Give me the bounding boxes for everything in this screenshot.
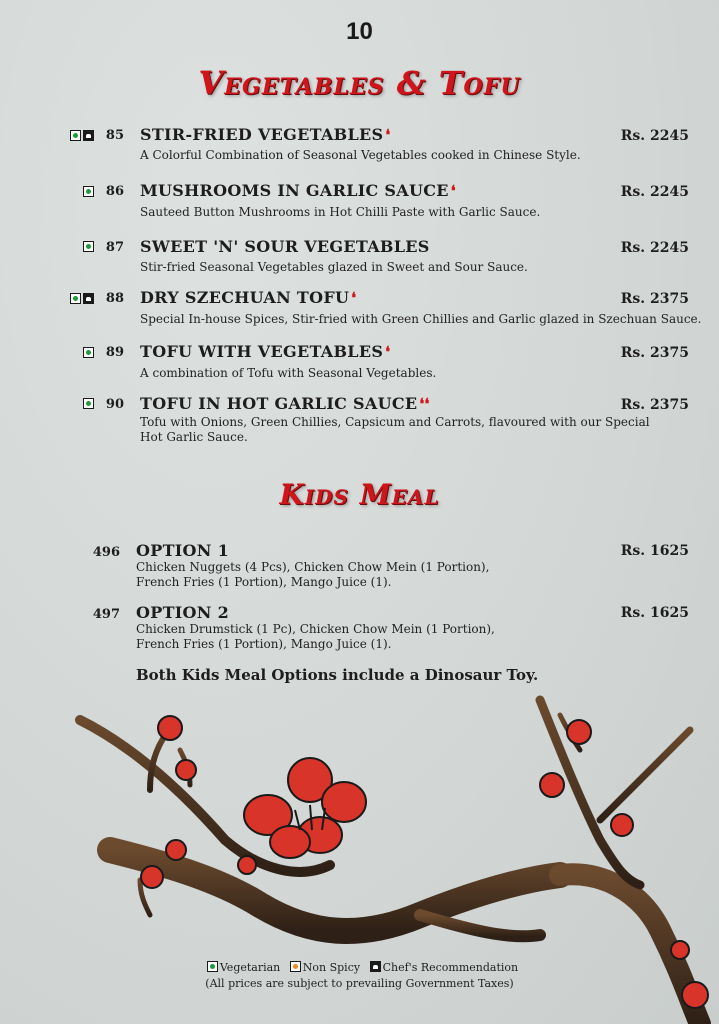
item-90-icons xyxy=(62,398,94,409)
item-description: Chicken Drumstick (1 Pc), Chicken Chow Mein (1 Portion), xyxy=(136,622,495,636)
chili-icon: ❛ xyxy=(450,182,456,200)
chili-icon: ❛❛ xyxy=(419,395,430,413)
chili-icon: ❛ xyxy=(385,343,391,361)
item-87-icons xyxy=(62,241,94,252)
section-title-kids-meal: Kids Meal xyxy=(279,478,440,511)
item-description: Sauteed Button Mushrooms in Hot Chilli Paste with Garlic Sauce. xyxy=(140,205,541,219)
page-number: 10 xyxy=(346,18,373,45)
item-number: 88 xyxy=(105,291,124,306)
item-number: 85 xyxy=(105,128,124,143)
legend-non-spicy: Non Spicy xyxy=(302,961,361,974)
vegetarian-icon xyxy=(207,961,218,972)
item-description: Tofu with Onions, Green Chillies, Capsicum and Carrots, flavoured with our Special xyxy=(140,415,650,429)
item-name-text: DRY SZECHUAN TOFU xyxy=(140,288,350,307)
vegetarian-icon xyxy=(83,347,94,358)
item-name xyxy=(140,288,356,307)
item-description: Stir-fried Seasonal Vegetables glazed in Sweet and Sour Sauce. xyxy=(140,260,528,274)
item-number: 497 xyxy=(92,607,120,622)
vegetarian-icon xyxy=(83,241,94,252)
item-88-icons xyxy=(62,293,94,304)
item-name: OPTION 1 xyxy=(136,541,230,560)
item-number: 496 xyxy=(92,545,120,560)
chefs-recommendation-icon xyxy=(83,130,94,141)
item-description: Hot Garlic Sauce. xyxy=(140,430,248,444)
chili-icon: ❛ xyxy=(351,289,357,307)
vegetarian-icon xyxy=(70,293,81,304)
legend xyxy=(0,961,719,974)
item-description: A Colorful Combination of Seasonal Vegetables cooked in Chinese Style. xyxy=(140,148,581,162)
item-name-text: MUSHROOMS IN GARLIC SAUCE xyxy=(140,181,449,200)
non-spicy-icon xyxy=(290,961,301,972)
item-name-text: STIR-FRIED VEGETABLES xyxy=(140,125,384,144)
item-number: 90 xyxy=(105,397,124,412)
item-price: Rs. 2245 xyxy=(620,184,689,200)
item-description: Special In-house Spices, Stir-fried with Green Chillies and Garlic glazed in Szechuan Sauce. xyxy=(140,312,702,326)
vegetarian-icon xyxy=(70,130,81,141)
tax-note: (All prices are subject to prevailing Government Taxes) xyxy=(205,977,514,990)
item-86-icons xyxy=(62,186,94,197)
item-price: Rs. 2375 xyxy=(620,291,689,307)
item-description: French Fries (1 Portion), Mango Juice (1). xyxy=(136,575,392,589)
item-85-icons xyxy=(62,130,94,141)
item-number: 87 xyxy=(105,240,124,255)
item-name xyxy=(140,394,430,413)
item-name: OPTION 2 xyxy=(136,603,230,622)
item-price: Rs. 2375 xyxy=(620,397,689,413)
item-name xyxy=(140,181,456,200)
chefs-recommendation-icon xyxy=(370,961,381,972)
item-name-text: TOFU WITH VEGETABLES xyxy=(140,342,384,361)
item-description: Chicken Nuggets (4 Pcs), Chicken Chow Mein (1 Portion), xyxy=(136,560,490,574)
item-name xyxy=(140,125,391,144)
item-price: Rs. 2245 xyxy=(620,240,689,256)
item-price: Rs. 2245 xyxy=(620,128,689,144)
item-name: SWEET 'N' SOUR VEGETABLES xyxy=(140,237,430,256)
item-price: Rs. 2375 xyxy=(620,345,689,361)
chili-icon: ❛ xyxy=(385,126,391,144)
item-name xyxy=(140,342,390,361)
item-89-icons xyxy=(62,347,94,358)
item-name-text: TOFU IN HOT GARLIC SAUCE xyxy=(140,394,418,413)
item-number: 89 xyxy=(105,345,124,360)
legend-vegetarian: Vegetarian xyxy=(219,961,281,974)
item-number: 86 xyxy=(105,184,124,199)
kids-meal-note: Both Kids Meal Options include a Dinosaur Toy. xyxy=(136,666,539,684)
item-price: Rs. 1625 xyxy=(620,605,689,621)
vegetarian-icon xyxy=(83,398,94,409)
item-price: Rs. 1625 xyxy=(620,543,689,559)
section-title-vegetables-tofu: Vegetables & Tofu xyxy=(198,64,521,102)
legend-chef: Chef's Recommendation xyxy=(382,961,519,974)
chefs-recommendation-icon xyxy=(83,293,94,304)
item-description: A combination of Tofu with Seasonal Vegetables. xyxy=(140,366,437,380)
item-description: French Fries (1 Portion), Mango Juice (1). xyxy=(136,637,392,651)
vegetarian-icon xyxy=(83,186,94,197)
